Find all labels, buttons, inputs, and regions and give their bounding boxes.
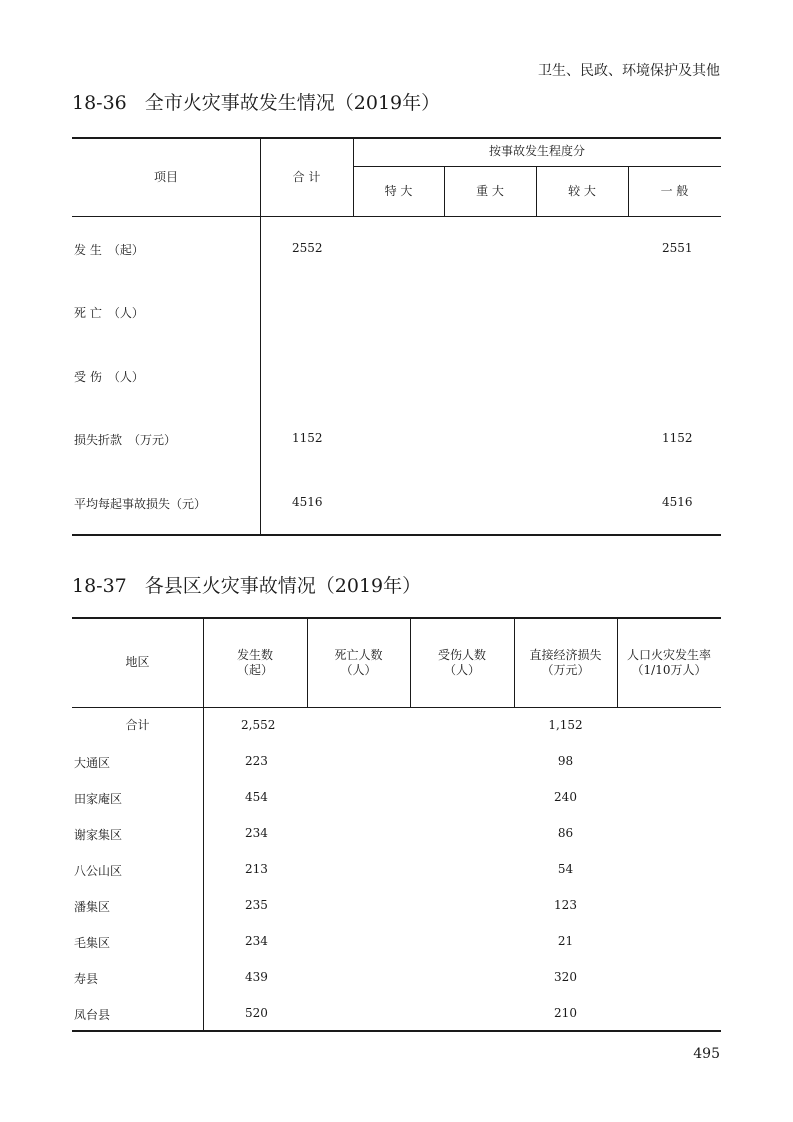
table1-header-large: 较 大 [568,184,596,198]
header-line2: （万元） [541,663,590,677]
table2-row-region-total: 合计 [125,718,150,732]
table2-row-count: 520 [245,1006,268,1020]
table2-row-count: 234 [245,934,268,948]
table1-title [72,88,440,115]
table2-row-loss: 98 [557,754,574,768]
table2-row-count: 223 [245,754,268,768]
table2-row-count: 439 [245,970,268,984]
table2-header-injuries [410,648,514,678]
table1-row-total: 4516 [292,495,323,509]
table2-row-region: 大通区 [74,756,111,770]
table1-row-label: 平均每起事故损失（元） [74,497,207,511]
table2-header-region: 地区 [125,655,150,669]
table1-row-general: 4516 [662,495,693,509]
table1-bottom-rule [72,534,721,536]
table2-row-loss: 54 [557,862,574,876]
table2-header-deaths [307,648,410,678]
table2-title-text: 各县区火灾事故情况（2019年） [144,575,422,597]
table2-row-count: 234 [245,826,268,840]
header-line2: （起） [236,663,273,677]
table2-row-region: 谢家集区 [74,828,123,842]
table2-row-loss: 320 [554,970,577,984]
table2-row-region: 田家庵区 [74,792,123,806]
table2-row-count: 235 [245,898,268,912]
table1-row-total: 2552 [292,241,323,255]
header-line1: 受伤人数 [437,648,486,662]
table1-row-general: 2551 [662,241,693,255]
table1-row-label: 损失折款 （万元） [74,433,177,447]
table1-row-general: 1152 [662,431,693,445]
table2-row-loss: 21 [557,934,574,948]
header-line1: 死亡人数 [334,648,383,662]
table1-title-text: 全市火灾事故发生情况（2019年） [144,92,441,114]
table1-row-label: 死 亡 （人） [74,306,144,320]
table1-header-general: 一 般 [660,184,689,198]
table2-row-loss: 240 [554,790,577,804]
table1-header-group: 按事故发生程度分 [488,144,585,158]
table2-header-rate [617,648,721,678]
header-line1: 发生数 [236,648,273,662]
table2-row-region: 寿县 [74,972,99,986]
table1-row-label: 发 生 （起） [74,243,144,257]
table2-row-region: 毛集区 [74,936,111,950]
table1-group-rule [353,166,721,167]
table2-row-region: 八公山区 [74,864,123,878]
table2-header-loss [514,648,617,678]
table2-row-loss: 210 [554,1006,577,1020]
table2-row-region: 潘集区 [74,900,111,914]
table2-row-count: 213 [245,862,268,876]
table2-header-rule [72,707,721,708]
header-line2: （人） [340,663,377,677]
table2-bottom-rule [72,1030,721,1032]
table1-header-total: 合 计 [292,170,321,184]
table1-top-rule [72,137,721,139]
table2-row-loss: 123 [554,898,577,912]
table2-row-loss: 1,152 [548,718,583,732]
table1-row-label: 受 伤 （人） [74,370,144,384]
table2-row-region: 凤台县 [74,1008,111,1022]
header-line1: 直接经济损失 [529,648,602,662]
page-number: 495 [693,1046,720,1062]
header-line2: （1/10万人） [631,663,707,677]
table1-header-major: 重 大 [476,184,504,198]
table1-header-item: 项目 [153,170,178,184]
table1-header-severe: 特 大 [384,184,413,198]
table2-header-count [203,648,307,678]
table1-number: 18-36 [72,92,127,114]
table2-number: 18-37 [72,575,127,597]
table2-top-rule [72,617,721,619]
table1-row-total: 1152 [292,431,323,445]
table2-row-count: 2,552 [241,718,276,732]
table2-vline-region [203,619,204,1030]
table1-vline-item [260,139,261,534]
header-line1: 人口火灾发生率 [626,648,711,662]
header-line2: （人） [443,663,480,677]
table1-header-rule [72,216,721,217]
table2-row-count: 454 [245,790,268,804]
table2-title [72,571,421,598]
table2-row-loss: 86 [557,826,574,840]
running-head: 卫生、民政、环境保护及其他 [538,63,720,79]
